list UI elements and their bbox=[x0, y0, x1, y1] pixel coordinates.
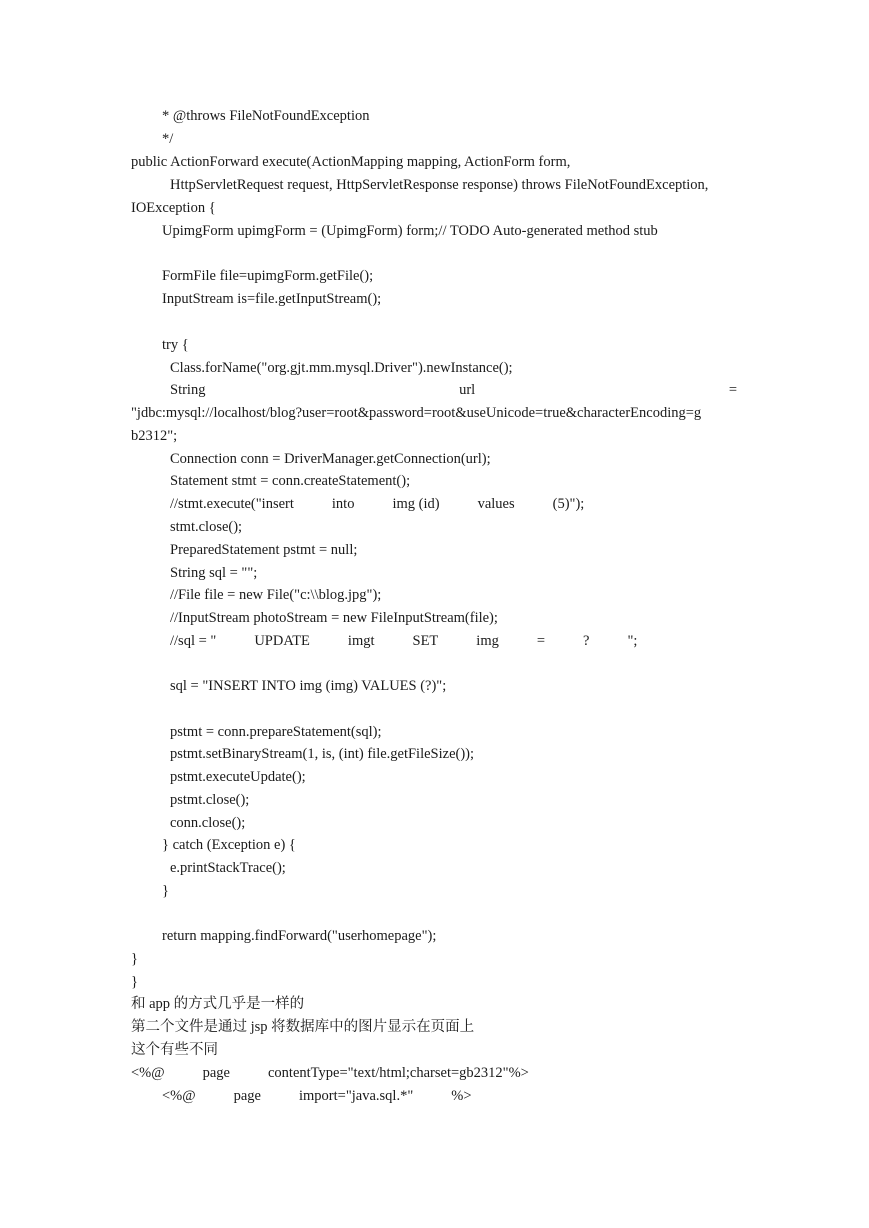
code-line: conn.close(); bbox=[170, 815, 246, 831]
code-line: } catch (Exception e) { bbox=[162, 837, 296, 853]
code-token: imgt bbox=[347, 633, 375, 649]
code-token: UPDATE bbox=[254, 633, 310, 649]
code-token: url bbox=[459, 382, 476, 398]
code-token: page bbox=[202, 1065, 230, 1081]
code-token: <%@ bbox=[162, 1088, 196, 1104]
code-token: into bbox=[331, 496, 355, 512]
code-token: //sql = " bbox=[170, 633, 217, 649]
code-line: sql = "INSERT INTO img (img) VALUES (?)"; bbox=[170, 678, 447, 694]
code-line: stmt.close(); bbox=[170, 519, 243, 535]
code-token: contentType="text/html;charset=gb2312"%> bbox=[267, 1065, 529, 1081]
code-line: try { bbox=[162, 337, 189, 353]
code-token: "; bbox=[627, 633, 638, 649]
code-line: String sql = ""; bbox=[170, 565, 258, 581]
code-token: = bbox=[536, 633, 546, 649]
code-line: return mapping.findForward("userhomepage"); bbox=[162, 928, 437, 944]
code-line: PreparedStatement pstmt = null; bbox=[170, 542, 358, 558]
code-token: page bbox=[233, 1088, 261, 1104]
code-line bbox=[170, 632, 637, 650]
code-line: pstmt.setBinaryStream(1, is, (int) file.getFileSize()); bbox=[170, 746, 475, 762]
code-line: } bbox=[131, 951, 138, 967]
code-line: Statement stmt = conn.createStatement(); bbox=[170, 473, 411, 489]
code-line: FormFile file=upimgForm.getFile(); bbox=[162, 268, 374, 284]
code-token: String bbox=[170, 382, 206, 398]
code-token: ? bbox=[583, 633, 590, 649]
code-line: e.printStackTrace(); bbox=[170, 860, 286, 876]
code-token: import="java.sql.*" bbox=[298, 1088, 414, 1104]
code-line: InputStream is=file.getInputStream(); bbox=[162, 291, 382, 307]
paragraph-text: 这个有些不同 bbox=[131, 1042, 218, 1058]
code-line: Connection conn = DriverManager.getConnection(url); bbox=[170, 451, 491, 467]
code-line: IOException { bbox=[131, 200, 216, 216]
code-line: */ bbox=[162, 131, 174, 147]
code-line bbox=[170, 495, 584, 513]
code-line: pstmt.close(); bbox=[170, 792, 250, 808]
code-line: //InputStream photoStream = new FileInputStream(file); bbox=[170, 610, 498, 626]
code-line bbox=[162, 1087, 472, 1105]
code-line bbox=[170, 381, 737, 399]
code-token: values bbox=[477, 496, 515, 512]
code-token: SET bbox=[412, 633, 439, 649]
code-line: pstmt.executeUpdate(); bbox=[170, 769, 306, 785]
code-line: //File file = new File("c:\\blog.jpg"); bbox=[170, 587, 382, 603]
code-line: * @throws FileNotFoundException bbox=[162, 108, 370, 124]
code-line bbox=[131, 1064, 529, 1082]
code-line: Class.forName("org.gjt.mm.mysql.Driver").newInstance(); bbox=[170, 360, 513, 376]
code-line: public ActionForward execute(ActionMapping mapping, ActionForm form, bbox=[131, 154, 571, 170]
code-token: img bbox=[476, 633, 499, 649]
code-token: img (id) bbox=[392, 496, 440, 512]
paragraph-text: 第二个文件是通过 jsp 将数据库中的图片显示在页面上 bbox=[131, 1019, 475, 1035]
code-line: } bbox=[162, 883, 169, 899]
code-line: b2312"; bbox=[131, 428, 178, 444]
code-line: UpimgForm upimgForm = (UpimgForm) form;// TODO Auto-generated method stub bbox=[162, 223, 658, 239]
code-line: HttpServletRequest request, HttpServletResponse response) throws FileNotFoundException, bbox=[170, 177, 709, 193]
code-line: } bbox=[131, 974, 138, 990]
code-token: %> bbox=[451, 1088, 472, 1104]
code-line: pstmt = conn.prepareStatement(sql); bbox=[170, 724, 382, 740]
code-token: (5)"); bbox=[552, 496, 585, 512]
code-line: "jdbc:mysql://localhost/blog?user=root&password=root&useUnicode=true&characterEncoding=g bbox=[131, 405, 702, 421]
code-token: <%@ bbox=[131, 1065, 165, 1081]
code-token: //stmt.execute("insert bbox=[170, 496, 294, 512]
code-token: = bbox=[728, 382, 737, 398]
paragraph-text: 和 app 的方式几乎是一样的 bbox=[131, 996, 305, 1012]
